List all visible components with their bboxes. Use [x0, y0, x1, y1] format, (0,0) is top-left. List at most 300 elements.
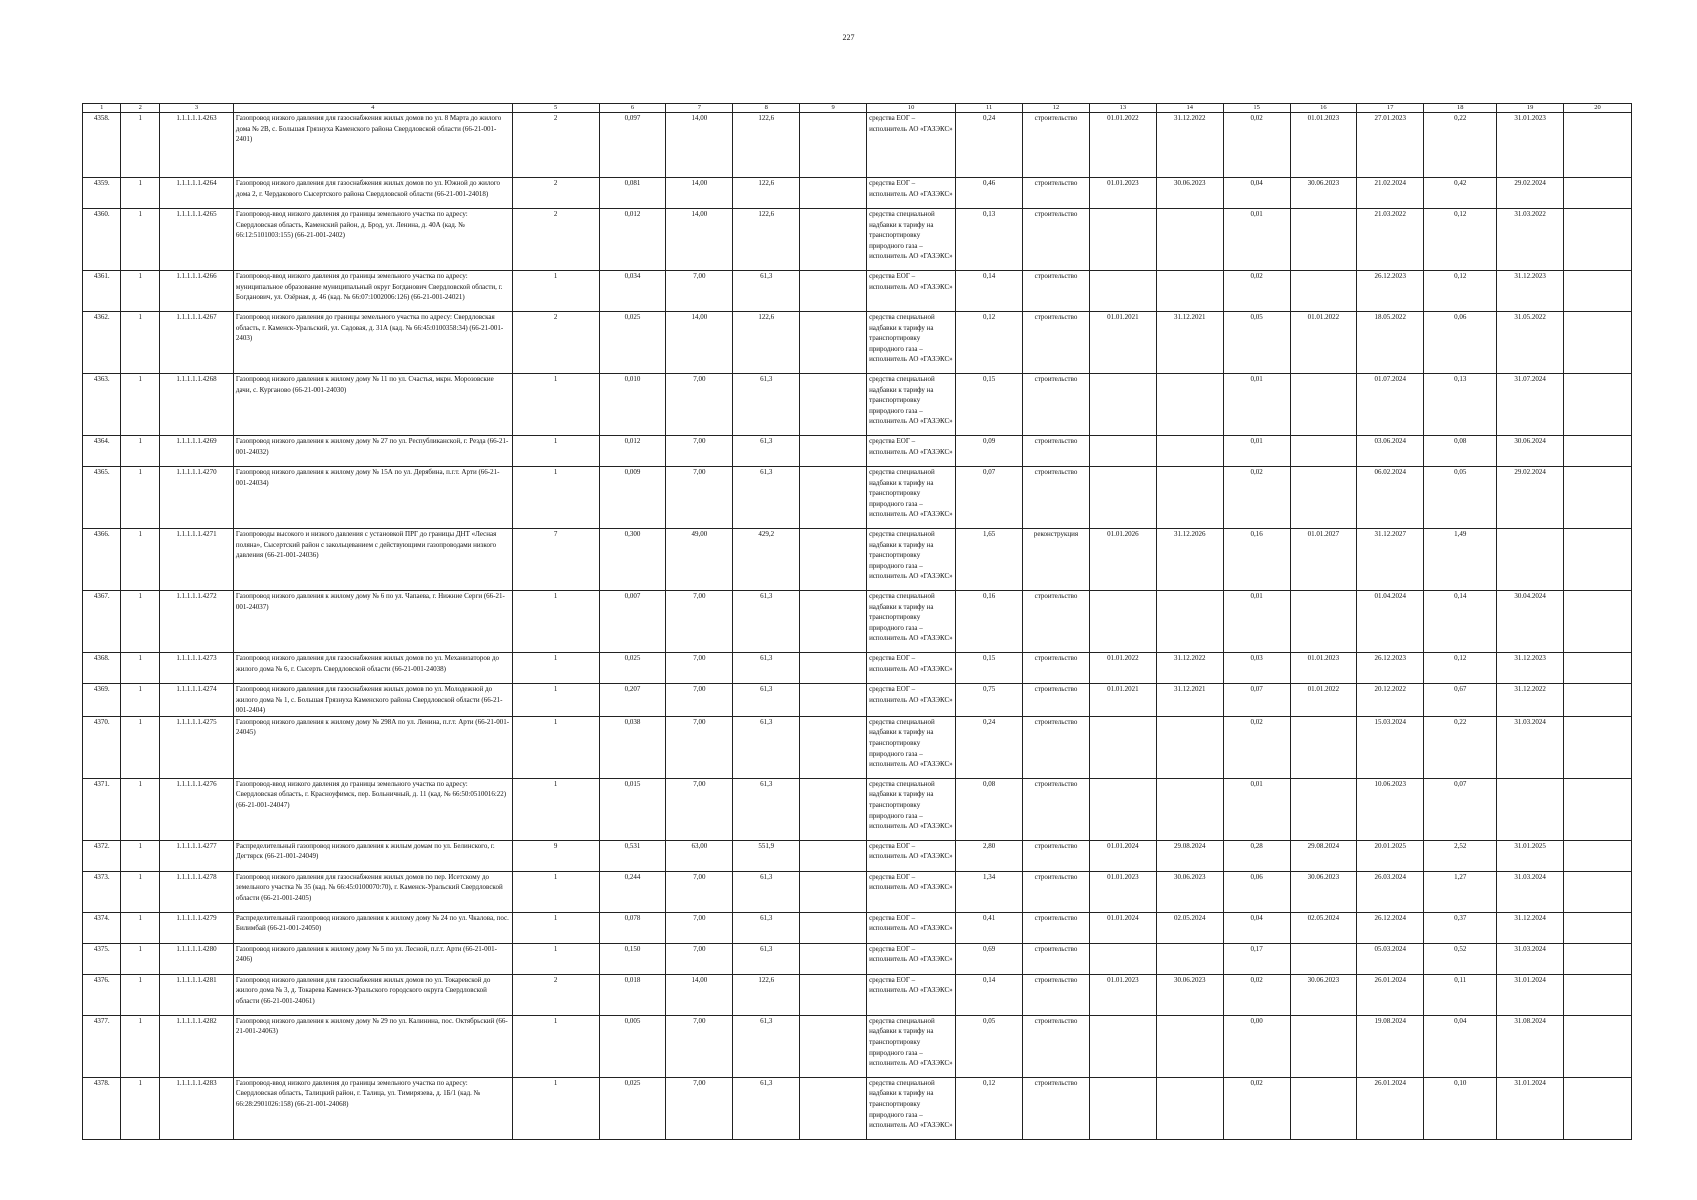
- col5-cell: 1: [512, 436, 599, 467]
- row-number-cell: 4361.: [83, 271, 121, 312]
- col19-cell: 31.03.2022: [1497, 209, 1564, 271]
- completion-date-cell: 01.04.2024: [1357, 591, 1424, 653]
- col18-cell: 0,12: [1424, 209, 1497, 271]
- work-type-cell: строительство: [1023, 684, 1090, 717]
- row-number-cell: 4369.: [83, 684, 121, 717]
- completion-date-cell: 26.12.2023: [1357, 653, 1424, 684]
- funding-source-cell: средства специальной надбавки к тарифу на транспортировку природного газа – исполнитель АО «ГАЗЭКС»: [867, 529, 956, 591]
- col20-cell: [1564, 943, 1632, 974]
- col9-cell: [800, 653, 867, 684]
- col16-cell: 01.01.2023: [1290, 113, 1357, 178]
- table-row: [83, 591, 1632, 653]
- completion-date-cell: 27.01.2023: [1357, 113, 1424, 178]
- table-row: [83, 974, 1632, 1015]
- code-cell: 1.1.1.1.1.4270: [159, 467, 233, 529]
- col11-cell: 1,65: [956, 529, 1023, 591]
- start-date-cell: 01.01.2026: [1089, 529, 1156, 591]
- col7-cell: 7,00: [666, 871, 733, 912]
- completion-date-cell: 15.03.2024: [1357, 716, 1424, 778]
- col7-cell: 7,00: [666, 467, 733, 529]
- col15-cell: 0,05: [1223, 312, 1290, 374]
- col16-cell: 30.06.2023: [1290, 178, 1357, 209]
- col16-cell: [1290, 209, 1357, 271]
- end-date-cell: 30.06.2023: [1156, 974, 1223, 1015]
- description-cell: Распределительный газопровод низкого давления к жилому дому № 24 по ул. Чкалова, пос. Билимбай (66-21-001-24050): [233, 912, 512, 943]
- col8-cell: 61,3: [733, 467, 800, 529]
- col20-cell: [1564, 716, 1632, 778]
- col16-cell: 01.01.2027: [1290, 529, 1357, 591]
- col5-cell: 1: [512, 467, 599, 529]
- col18-cell: 0,12: [1424, 653, 1497, 684]
- row-number-cell: 4366.: [83, 529, 121, 591]
- col19-cell: 29.02.2024: [1497, 467, 1564, 529]
- col5-cell: 1: [512, 1077, 599, 1139]
- start-date-cell: [1089, 209, 1156, 271]
- column-header: 6: [599, 104, 666, 113]
- code-cell: 1.1.1.1.1.4274: [159, 684, 233, 717]
- col16-cell: 30.06.2023: [1290, 974, 1357, 1015]
- col8-cell: 122,6: [733, 974, 800, 1015]
- col8-cell: 61,3: [733, 943, 800, 974]
- col5-cell: 1: [512, 374, 599, 436]
- col18-cell: 1,27: [1424, 871, 1497, 912]
- col6-cell: 0,081: [599, 178, 666, 209]
- column-header: 15: [1223, 104, 1290, 113]
- column-header: 5: [512, 104, 599, 113]
- col11-cell: 0,08: [956, 778, 1023, 840]
- col16-cell: [1290, 591, 1357, 653]
- col5-cell: 9: [512, 840, 599, 871]
- col9-cell: [800, 178, 867, 209]
- col18-cell: 1,49: [1424, 529, 1497, 591]
- col11-cell: 0,15: [956, 374, 1023, 436]
- col16-cell: 30.06.2023: [1290, 871, 1357, 912]
- col7-cell: 7,00: [666, 1015, 733, 1077]
- funding-source-cell: средства специальной надбавки к тарифу на транспортировку природного газа – исполнитель АО «ГАЗЭКС»: [867, 778, 956, 840]
- col11-cell: 0,46: [956, 178, 1023, 209]
- col8-cell: 551,9: [733, 840, 800, 871]
- col2-cell: 1: [121, 209, 159, 271]
- table-row: [83, 684, 1632, 717]
- col11-cell: 0,41: [956, 912, 1023, 943]
- col8-cell: 122,6: [733, 209, 800, 271]
- col16-cell: 01.01.2023: [1290, 653, 1357, 684]
- col9-cell: [800, 436, 867, 467]
- completion-date-cell: 06.02.2024: [1357, 467, 1424, 529]
- col20-cell: [1564, 312, 1632, 374]
- work-type-cell: строительство: [1023, 271, 1090, 312]
- col6-cell: 0,009: [599, 467, 666, 529]
- col8-cell: 61,3: [733, 716, 800, 778]
- col19-cell: 31.12.2022: [1497, 684, 1564, 717]
- col2-cell: 1: [121, 943, 159, 974]
- code-cell: 1.1.1.1.1.4267: [159, 312, 233, 374]
- col9-cell: [800, 591, 867, 653]
- work-type-cell: реконструкция: [1023, 529, 1090, 591]
- col20-cell: [1564, 974, 1632, 1015]
- column-header: 8: [733, 104, 800, 113]
- col7-cell: 63,00: [666, 840, 733, 871]
- description-cell: Газопровод низкого давления к жилому дому № 5 по ул. Лесной, п.г.т. Арти (66-21-001-2406): [233, 943, 512, 974]
- col19-cell: 31.12.2024: [1497, 912, 1564, 943]
- col5-cell: 1: [512, 778, 599, 840]
- col18-cell: 0,52: [1424, 943, 1497, 974]
- col6-cell: 0,012: [599, 436, 666, 467]
- col7-cell: 49,00: [666, 529, 733, 591]
- code-cell: 1.1.1.1.1.4268: [159, 374, 233, 436]
- col5-cell: 1: [512, 271, 599, 312]
- start-date-cell: [1089, 778, 1156, 840]
- code-cell: 1.1.1.1.1.4276: [159, 778, 233, 840]
- code-cell: 1.1.1.1.1.4269: [159, 436, 233, 467]
- row-number-cell: 4377.: [83, 1015, 121, 1077]
- row-number-cell: 4371.: [83, 778, 121, 840]
- funding-source-cell: средства ЕОГ – исполнитель АО «ГАЗЭКС»: [867, 178, 956, 209]
- col8-cell: 122,6: [733, 312, 800, 374]
- col7-cell: 7,00: [666, 1077, 733, 1139]
- col6-cell: 0,007: [599, 591, 666, 653]
- code-cell: 1.1.1.1.1.4263: [159, 113, 233, 178]
- col20-cell: [1564, 912, 1632, 943]
- col8-cell: 61,3: [733, 912, 800, 943]
- col16-cell: 02.05.2024: [1290, 912, 1357, 943]
- work-type-cell: строительство: [1023, 1015, 1090, 1077]
- work-type-cell: строительство: [1023, 591, 1090, 653]
- row-number-cell: 4370.: [83, 716, 121, 778]
- description-cell: Газопровод низкого давления к жилому дому № 29 по ул. Калинина, пос. Октябрьский (66-21-001-24063): [233, 1015, 512, 1077]
- col5-cell: 1: [512, 943, 599, 974]
- col8-cell: 429,2: [733, 529, 800, 591]
- start-date-cell: 01.01.2023: [1089, 974, 1156, 1015]
- description-cell: Газопровод низкого давления до границы земельного участка по адресу: Свердловская область, г. Каменск-Уральский, ул. Садовая, д. 31А (кад. № 66:45:0100358:34) (66-21-001-2403): [233, 312, 512, 374]
- code-cell: 1.1.1.1.1.4281: [159, 974, 233, 1015]
- col5-cell: 1: [512, 1015, 599, 1077]
- row-number-cell: 4376.: [83, 974, 121, 1015]
- end-date-cell: 30.06.2023: [1156, 871, 1223, 912]
- table-row: [83, 271, 1632, 312]
- col11-cell: 0,14: [956, 974, 1023, 1015]
- col7-cell: 7,00: [666, 271, 733, 312]
- row-number-cell: 4367.: [83, 591, 121, 653]
- col7-cell: 7,00: [666, 778, 733, 840]
- col15-cell: 0,02: [1223, 974, 1290, 1015]
- funding-source-cell: средства специальной надбавки к тарифу на транспортировку природного газа – исполнитель АО «ГАЗЭКС»: [867, 312, 956, 374]
- col5-cell: 1: [512, 591, 599, 653]
- col11-cell: 1,34: [956, 871, 1023, 912]
- col9-cell: [800, 113, 867, 178]
- col20-cell: [1564, 178, 1632, 209]
- description-cell: Газопровод низкого давления к жилому дому № 11 по ул. Счастья, мкрн. Морозовские дачи, с. Курганово (66-21-001-24030): [233, 374, 512, 436]
- col9-cell: [800, 778, 867, 840]
- col18-cell: 0,07: [1424, 778, 1497, 840]
- col7-cell: 7,00: [666, 684, 733, 717]
- funding-source-cell: средства специальной надбавки к тарифу на транспортировку природного газа – исполнитель АО «ГАЗЭКС»: [867, 209, 956, 271]
- col15-cell: 0,01: [1223, 436, 1290, 467]
- start-date-cell: [1089, 943, 1156, 974]
- col11-cell: 0,12: [956, 312, 1023, 374]
- column-header: 19: [1497, 104, 1564, 113]
- funding-source-cell: средства специальной надбавки к тарифу на транспортировку природного газа – исполнитель АО «ГАЗЭКС»: [867, 1077, 956, 1139]
- col20-cell: [1564, 653, 1632, 684]
- end-date-cell: 31.12.2026: [1156, 529, 1223, 591]
- col9-cell: [800, 209, 867, 271]
- row-number-cell: 4365.: [83, 467, 121, 529]
- work-type-cell: строительство: [1023, 209, 1090, 271]
- completion-date-cell: 21.02.2024: [1357, 178, 1424, 209]
- col11-cell: 0,14: [956, 271, 1023, 312]
- column-header: 20: [1564, 104, 1632, 113]
- start-date-cell: [1089, 436, 1156, 467]
- col15-cell: 0,04: [1223, 912, 1290, 943]
- start-date-cell: 01.01.2022: [1089, 113, 1156, 178]
- col6-cell: 0,038: [599, 716, 666, 778]
- completion-date-cell: 20.12.2022: [1357, 684, 1424, 717]
- col20-cell: [1564, 529, 1632, 591]
- col16-cell: [1290, 716, 1357, 778]
- start-date-cell: 01.01.2022: [1089, 653, 1156, 684]
- col2-cell: 1: [121, 974, 159, 1015]
- code-cell: 1.1.1.1.1.4265: [159, 209, 233, 271]
- col15-cell: 0,01: [1223, 591, 1290, 653]
- table-row: [83, 113, 1632, 178]
- table-row: [83, 840, 1632, 871]
- col6-cell: 0,025: [599, 312, 666, 374]
- col9-cell: [800, 312, 867, 374]
- end-date-cell: 31.12.2022: [1156, 653, 1223, 684]
- col9-cell: [800, 467, 867, 529]
- code-cell: 1.1.1.1.1.4272: [159, 591, 233, 653]
- col19-cell: 31.08.2024: [1497, 1015, 1564, 1077]
- col7-cell: 7,00: [666, 943, 733, 974]
- column-header: 1: [83, 104, 121, 113]
- col11-cell: 0,69: [956, 943, 1023, 974]
- description-cell: Газопроводы высокого и низкого давления с установкой ПРГ до границы ДНТ «Лесная поляна», Сысертский район с закольцеванием с действующими газопроводами низкого давления (66-21-001-24036): [233, 529, 512, 591]
- col2-cell: 1: [121, 591, 159, 653]
- col16-cell: [1290, 467, 1357, 529]
- col5-cell: 2: [512, 312, 599, 374]
- start-date-cell: [1089, 716, 1156, 778]
- col15-cell: 0,02: [1223, 1077, 1290, 1139]
- end-date-cell: [1156, 591, 1223, 653]
- col2-cell: 1: [121, 653, 159, 684]
- col7-cell: 7,00: [666, 591, 733, 653]
- col9-cell: [800, 871, 867, 912]
- col11-cell: 0,24: [956, 113, 1023, 178]
- col6-cell: 0,300: [599, 529, 666, 591]
- work-type-cell: строительство: [1023, 778, 1090, 840]
- table-row: [83, 1015, 1632, 1077]
- col7-cell: 7,00: [666, 436, 733, 467]
- funding-source-cell: средства ЕОГ – исполнитель АО «ГАЗЭКС»: [867, 653, 956, 684]
- description-cell: Газопровод-ввод низкого давления до границы земельного участка по адресу: Свердловская область, Талицкий район, г. Талица, ул. Тимирязева, д. 1Б/1 (кад. № 66:28:2901026:158) (66-21-001-24068): [233, 1077, 512, 1139]
- col2-cell: 1: [121, 871, 159, 912]
- col7-cell: 7,00: [666, 716, 733, 778]
- column-number-row: [83, 104, 1632, 113]
- description-cell: Газопровод низкого давления для газоснабжения жилых домов по пер. Исетскому до земельного участка № 35 (кад. № 66:45:0100070:70), г. Каменск-Уральский Свердловской области (66-21-001-2405): [233, 871, 512, 912]
- col8-cell: 61,3: [733, 778, 800, 840]
- col2-cell: 1: [121, 529, 159, 591]
- col6-cell: 0,018: [599, 974, 666, 1015]
- col6-cell: 0,034: [599, 271, 666, 312]
- start-date-cell: [1089, 374, 1156, 436]
- col15-cell: 0,02: [1223, 467, 1290, 529]
- column-header: 12: [1023, 104, 1090, 113]
- col15-cell: 0,16: [1223, 529, 1290, 591]
- col19-cell: 31.07.2024: [1497, 374, 1564, 436]
- col20-cell: [1564, 778, 1632, 840]
- end-date-cell: 30.06.2023: [1156, 178, 1223, 209]
- col19-cell: 31.01.2024: [1497, 1077, 1564, 1139]
- description-cell: Газопровод-ввод низкого давления до границы земельного участка по адресу: Свердловская область, Каменский район, д. Брод, ул. Ленина, д. 40А (кад. № 66:12:5101003:155) (66-21-001-2402): [233, 209, 512, 271]
- start-date-cell: [1089, 1015, 1156, 1077]
- work-type-cell: строительство: [1023, 974, 1090, 1015]
- col20-cell: [1564, 436, 1632, 467]
- col7-cell: 14,00: [666, 113, 733, 178]
- col11-cell: 0,13: [956, 209, 1023, 271]
- end-date-cell: 31.12.2021: [1156, 684, 1223, 717]
- description-cell: Газопровод низкого давления для газоснабжения жилых домов по ул. 8 Марта до жилого дома № 2В, с. Большая Грязнуха Каменского района Свердловской области (66-21-001-2401): [233, 113, 512, 178]
- col8-cell: 61,3: [733, 271, 800, 312]
- column-header: 10: [867, 104, 956, 113]
- col11-cell: 0,07: [956, 467, 1023, 529]
- col16-cell: [1290, 374, 1357, 436]
- col9-cell: [800, 840, 867, 871]
- funding-source-cell: средства специальной надбавки к тарифу на транспортировку природного газа – исполнитель АО «ГАЗЭКС»: [867, 591, 956, 653]
- col20-cell: [1564, 684, 1632, 717]
- col18-cell: 0,14: [1424, 591, 1497, 653]
- col9-cell: [800, 1015, 867, 1077]
- col6-cell: 0,015: [599, 778, 666, 840]
- description-cell: Газопровод-ввод низкого давления до границы земельного участка по адресу: муниципальное образование муниципальный округ Богданович Свердловской области, г. Богданович, ул. Озёрная, д. 46 (кад. № 66:07:1002006:126) (66-21-001-24021): [233, 271, 512, 312]
- col20-cell: [1564, 374, 1632, 436]
- funding-source-cell: средства ЕОГ – исполнитель АО «ГАЗЭКС»: [867, 974, 956, 1015]
- row-number-cell: 4368.: [83, 653, 121, 684]
- table-row: [83, 1077, 1632, 1139]
- description-cell: Газопровод низкого давления для газоснабжения жилых домов по ул. Токаревской до жилого дома № 3, д. Токарева Каменск-Уральского городского округа Свердловской области (66-21-001-24061): [233, 974, 512, 1015]
- end-date-cell: [1156, 271, 1223, 312]
- col20-cell: [1564, 209, 1632, 271]
- col2-cell: 1: [121, 912, 159, 943]
- work-type-cell: строительство: [1023, 653, 1090, 684]
- funding-source-cell: средства специальной надбавки к тарифу на транспортировку природного газа – исполнитель АО «ГАЗЭКС»: [867, 467, 956, 529]
- code-cell: 1.1.1.1.1.4283: [159, 1077, 233, 1139]
- start-date-cell: 01.01.2024: [1089, 912, 1156, 943]
- description-cell: Газопровод низкого давления к жилому дому № 298А по ул. Ленина, п.г.т. Арти (66-21-001-24045): [233, 716, 512, 778]
- col5-cell: 1: [512, 684, 599, 717]
- row-number-cell: 4360.: [83, 209, 121, 271]
- code-cell: 1.1.1.1.1.4282: [159, 1015, 233, 1077]
- col11-cell: 0,15: [956, 653, 1023, 684]
- col7-cell: 14,00: [666, 312, 733, 374]
- col2-cell: 1: [121, 113, 159, 178]
- col19-cell: 31.01.2025: [1497, 840, 1564, 871]
- col19-cell: [1497, 529, 1564, 591]
- col9-cell: [800, 716, 867, 778]
- funding-source-cell: средства специальной надбавки к тарифу на транспортировку природного газа – исполнитель АО «ГАЗЭКС»: [867, 716, 956, 778]
- col2-cell: 1: [121, 684, 159, 717]
- code-cell: 1.1.1.1.1.4278: [159, 871, 233, 912]
- col5-cell: 7: [512, 529, 599, 591]
- end-date-cell: [1156, 467, 1223, 529]
- completion-date-cell: 26.01.2024: [1357, 974, 1424, 1015]
- col2-cell: 1: [121, 716, 159, 778]
- work-type-cell: строительство: [1023, 113, 1090, 178]
- col5-cell: 2: [512, 209, 599, 271]
- col6-cell: 0,010: [599, 374, 666, 436]
- code-cell: 1.1.1.1.1.4264: [159, 178, 233, 209]
- end-date-cell: 31.12.2021: [1156, 312, 1223, 374]
- col15-cell: 0,03: [1223, 653, 1290, 684]
- col8-cell: 61,3: [733, 1015, 800, 1077]
- column-header: 17: [1357, 104, 1424, 113]
- col15-cell: 0,02: [1223, 271, 1290, 312]
- col18-cell: 0,12: [1424, 271, 1497, 312]
- funding-source-cell: средства ЕОГ – исполнитель АО «ГАЗЭКС»: [867, 943, 956, 974]
- col16-cell: [1290, 436, 1357, 467]
- completion-date-cell: 03.06.2024: [1357, 436, 1424, 467]
- end-date-cell: [1156, 778, 1223, 840]
- col16-cell: 01.01.2022: [1290, 684, 1357, 717]
- col6-cell: 0,531: [599, 840, 666, 871]
- col11-cell: 0,05: [956, 1015, 1023, 1077]
- col19-cell: [1497, 778, 1564, 840]
- col11-cell: 0,75: [956, 684, 1023, 717]
- work-type-cell: строительство: [1023, 871, 1090, 912]
- col7-cell: 14,00: [666, 178, 733, 209]
- col6-cell: 0,025: [599, 653, 666, 684]
- start-date-cell: 01.01.2024: [1089, 840, 1156, 871]
- col15-cell: 0,01: [1223, 209, 1290, 271]
- funding-source-cell: средства ЕОГ – исполнитель АО «ГАЗЭКС»: [867, 871, 956, 912]
- col16-cell: [1290, 1015, 1357, 1077]
- col19-cell: 31.03.2024: [1497, 871, 1564, 912]
- col11-cell: 2,80: [956, 840, 1023, 871]
- start-date-cell: 01.01.2021: [1089, 312, 1156, 374]
- completion-date-cell: 31.12.2027: [1357, 529, 1424, 591]
- table-row: [83, 778, 1632, 840]
- description-cell: Газопровод низкого давления для газоснабжения жилых домов по ул. Механизаторов до жилого дома № 6, г. Сысерть Свердловской области (66-21-001-24038): [233, 653, 512, 684]
- col20-cell: [1564, 467, 1632, 529]
- start-date-cell: 01.01.2023: [1089, 871, 1156, 912]
- end-date-cell: 29.08.2024: [1156, 840, 1223, 871]
- row-number-cell: 4362.: [83, 312, 121, 374]
- col15-cell: 0,06: [1223, 871, 1290, 912]
- completion-date-cell: 26.12.2024: [1357, 912, 1424, 943]
- col19-cell: 31.12.2023: [1497, 653, 1564, 684]
- col5-cell: 1: [512, 716, 599, 778]
- col2-cell: 1: [121, 467, 159, 529]
- completion-date-cell: 26.01.2024: [1357, 1077, 1424, 1139]
- col6-cell: 0,025: [599, 1077, 666, 1139]
- col11-cell: 0,12: [956, 1077, 1023, 1139]
- completion-date-cell: 18.05.2022: [1357, 312, 1424, 374]
- col2-cell: 1: [121, 840, 159, 871]
- column-header: 4: [233, 104, 512, 113]
- funding-source-cell: средства ЕОГ – исполнитель АО «ГАЗЭКС»: [867, 113, 956, 178]
- end-date-cell: [1156, 436, 1223, 467]
- col19-cell: 29.02.2024: [1497, 178, 1564, 209]
- col15-cell: 0,28: [1223, 840, 1290, 871]
- work-type-cell: строительство: [1023, 312, 1090, 374]
- col6-cell: 0,012: [599, 209, 666, 271]
- col18-cell: 0,08: [1424, 436, 1497, 467]
- start-date-cell: 01.01.2021: [1089, 684, 1156, 717]
- col7-cell: 7,00: [666, 374, 733, 436]
- col15-cell: 0,02: [1223, 113, 1290, 178]
- col2-cell: 1: [121, 1077, 159, 1139]
- col5-cell: 2: [512, 113, 599, 178]
- end-date-cell: [1156, 943, 1223, 974]
